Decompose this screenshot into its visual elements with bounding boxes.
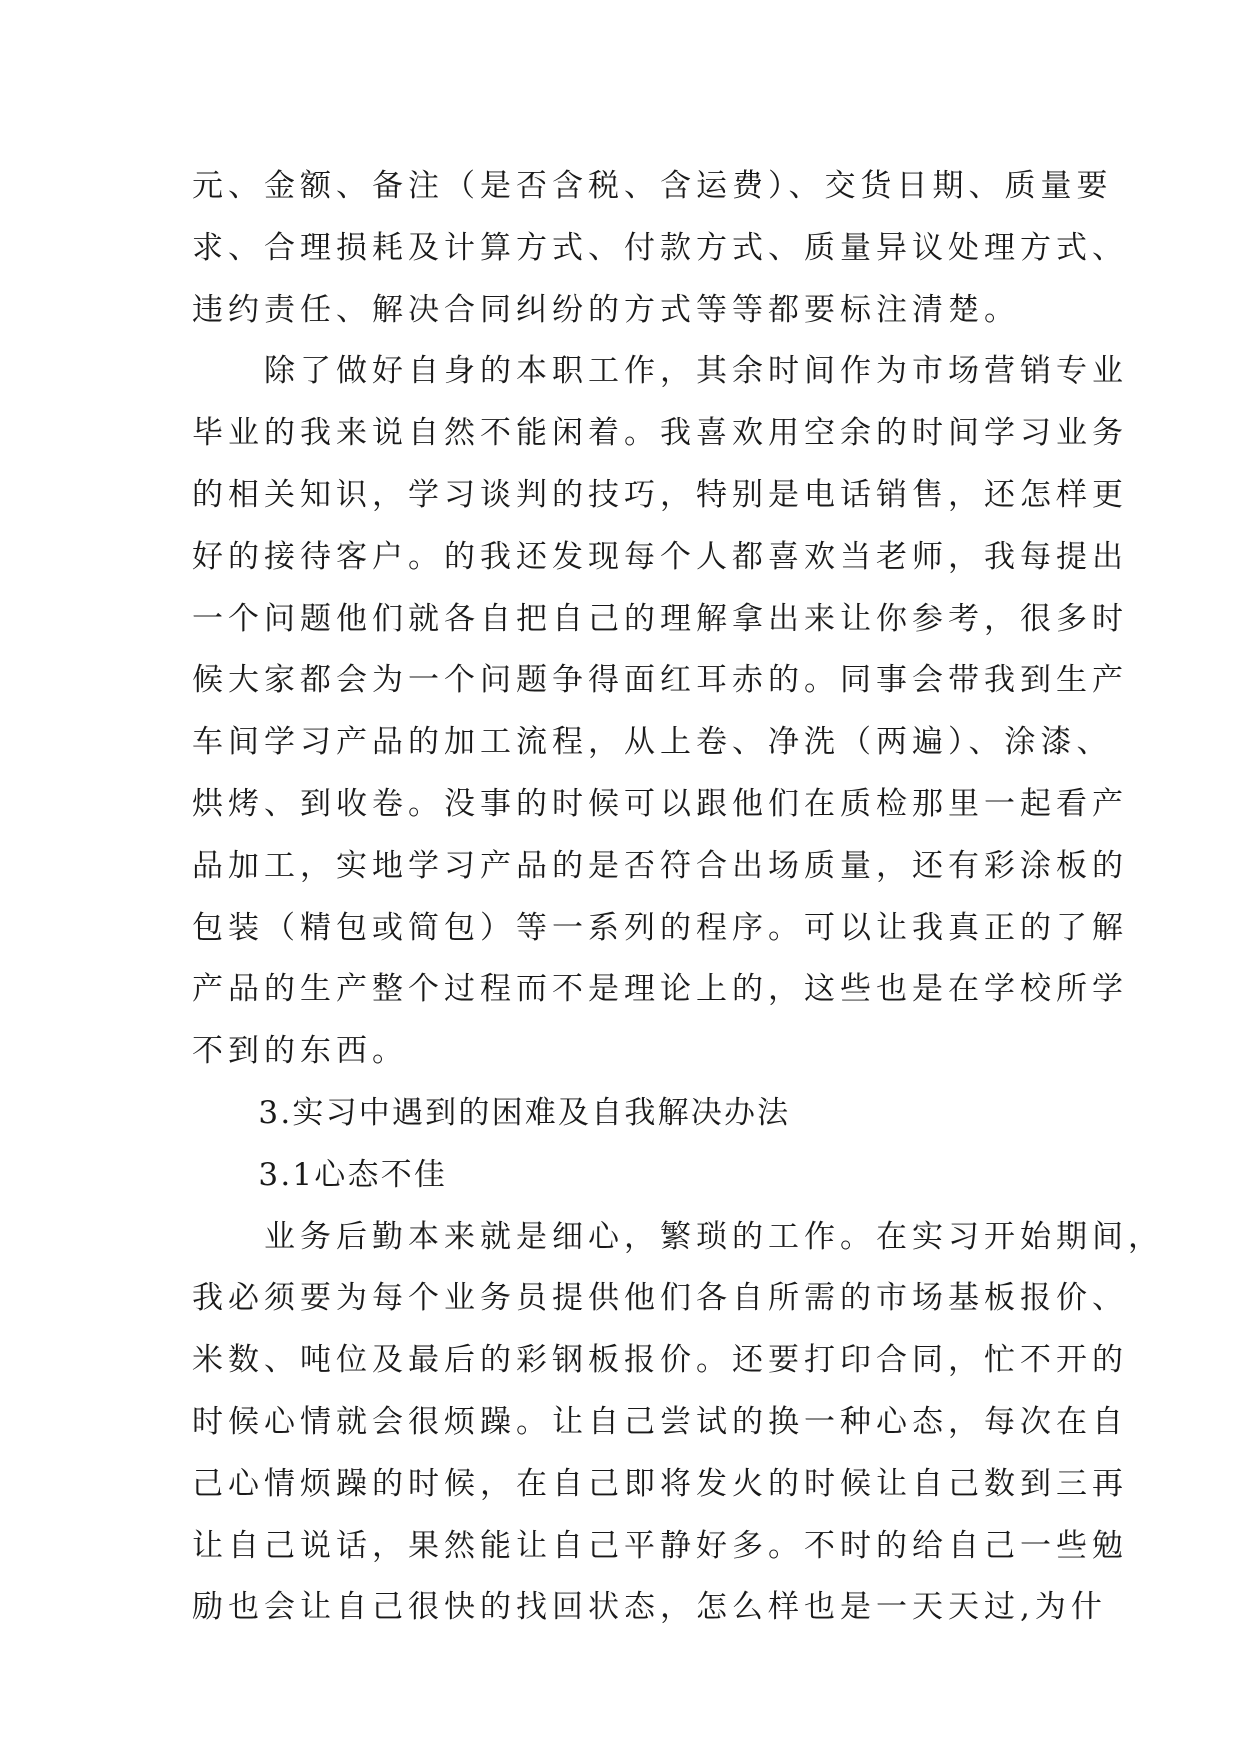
text-line: 车间学习产品的加工流程，从上卷、净洗（两遍）、涂漆、 bbox=[192, 724, 1113, 761]
text-line: 一个问题他们就各自把自己的理解拿出来让你参考，很多时 bbox=[192, 600, 1128, 637]
text-line: 元、金额、备注（是否含税、含运费）、交货日期、质量要 bbox=[192, 168, 1113, 204]
text-line: 候大家都会为一个问题争得面红耳赤的。同事会带我到生产 bbox=[192, 662, 1128, 699]
text-line: 好的接待客户。的我还发现每个人都喜欢当老师，我每提出 bbox=[192, 538, 1128, 575]
paragraph-start-line: 除了做好自身的本职工作，其余时间作为市场营销专业 bbox=[192, 353, 1128, 390]
section-heading: 3.实习中遇到的困难及自我解决办法 bbox=[192, 1094, 791, 1131]
text-line: 的相关知识，学习谈判的技巧，特别是电话销售，还怎样更 bbox=[192, 476, 1128, 513]
text-line: 烘烤、到收卷。没事的时候可以跟他们在质检那里一起看产 bbox=[192, 785, 1128, 822]
text-line: 产品的生产整个过程而不是理论上的，这些也是在学校所学 bbox=[192, 971, 1128, 1008]
text-line: 求、合理损耗及计算方式、付款方式、质量异议处理方式、 bbox=[192, 229, 1128, 266]
text-line: 米数、吨位及最后的彩钢板报价。还要打印合同，忙不开的 bbox=[192, 1342, 1128, 1379]
paragraph-start-line: 业务后勤本来就是细心，繁琐的工作。在实习开始期间， bbox=[192, 1218, 1164, 1255]
text-line: 励也会让自己很快的找回状态，怎么样也是一天天过,为什 bbox=[192, 1589, 1107, 1626]
text-line: 违约责任、解决合同纠纷的方式等等都要标注清楚。 bbox=[192, 291, 1020, 328]
text-line: 我必须要为每个业务员提供他们各自所需的市场基板报价、 bbox=[192, 1280, 1128, 1317]
subsection-heading: 3.1心态不佳 bbox=[192, 1156, 448, 1193]
text-line: 让自己说话，果然能让自己平静好多。不时的给自己一些勉 bbox=[192, 1527, 1128, 1564]
text-line: 时候心情就会很烦躁。让自己尝试的换一种心态，每次在自 bbox=[192, 1403, 1128, 1440]
text-line: 毕业的我来说自然不能闲着。我喜欢用空余的时间学习业务 bbox=[192, 415, 1128, 452]
body-text bbox=[192, 156, 1164, 1639]
text-line: 己心情烦躁的时候，在自己即将发火的时候让自己数到三再 bbox=[192, 1465, 1128, 1502]
text-line: 品加工，实地学习产品的是否符合出场质量，还有彩涂板的 bbox=[192, 847, 1128, 884]
text-line: 不到的东西。 bbox=[192, 1033, 408, 1070]
text-line: 包装（精包或简包）等一系列的程序。可以让我真正的了解 bbox=[192, 909, 1128, 946]
